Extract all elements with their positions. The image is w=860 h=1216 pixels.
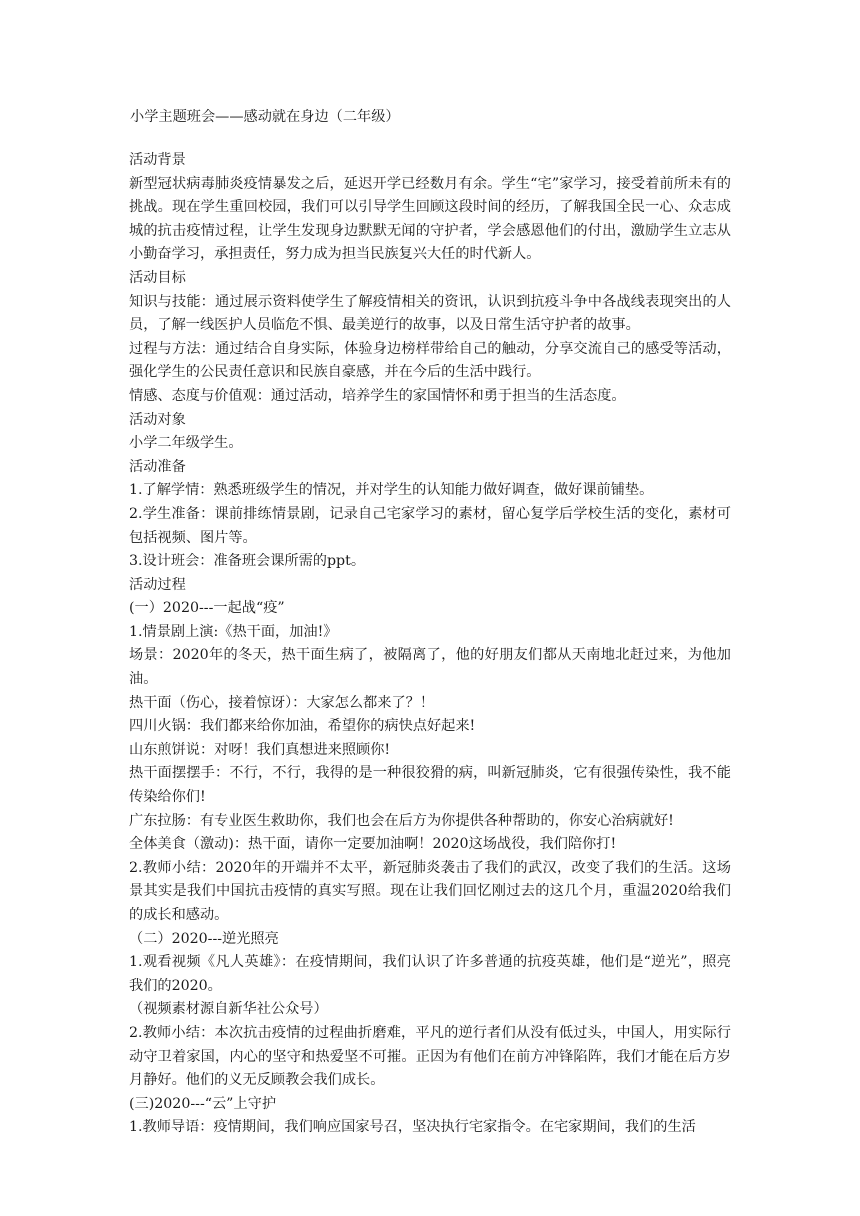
paragraph: 活动目标 [129, 269, 186, 286]
paragraph: 活动准备 [129, 458, 186, 475]
paragraph: 1.观看视频《凡人英雄》：在疫情期间，我们认识了许多普通的抗疫英雄，他们是“逆光”，照亮我们的2020。 [129, 954, 731, 994]
paragraph: 广东拉肠：有专业医生救助你，我们也会在后方为你提供各种帮助的，你安心治病就好! [129, 812, 674, 829]
paragraph: 活动背景 [129, 152, 186, 168]
paragraph: 1.情景剧上演:《热干面，加油!》 [129, 623, 338, 640]
paragraph: 活动过程 [129, 576, 186, 593]
paragraph: 热干面（伤心，接着惊讶）：大家怎么都来了？！ [129, 694, 435, 711]
paragraph: 3.设计班会：准备班会课所需的ppt。 [129, 553, 366, 570]
paragraph: 2.学生准备：课前排练情景剧，记录自己宅家学习的素材，留心复学后学校生活的变化，素材可包括视频、图片等。 [129, 505, 731, 546]
paragraph: 过程与方法：通过结合自身实际，体验身边榜样带给自己的触动，分享交流自己的感受等活动，强化学生的公民责任意识和民族自豪感，并在今后的生活中践行。 [129, 340, 731, 381]
paragraph: 1.教师导语：疫情期间，我们响应国家号召，坚决执行宅家指令。在宅家期间，我们的生活 [129, 1119, 696, 1136]
document-body [129, 149, 731, 1140]
paragraph: 1.了解学情：熟悉班级学生的情况，并对学生的认知能力做好调查，做好课前铺垫。 [129, 482, 654, 499]
paragraph: 活动对象 [129, 411, 186, 428]
paragraph: 全体美食（激动)：热干面，请你一定要加油啊！2020这场战役，我们陪你打! [129, 836, 617, 853]
paragraph: 知识与技能：通过展示资料使学生了解疫情相关的资讯，认识到抗疫斗争中各战线表现突出的人员，了解一线医护人员临危不惧、最美逆行的故事，以及日常生活守护者的故事。 [129, 293, 731, 334]
paragraph: 2.教师小结：2020年的开端并不太平，新冠肺炎袭击了我们的武汉，改变了我们的生活。这场景其实是我们中国抗击疫情的真实写照。现在让我们回忆刚过去的这几个月，重温2020给我们的成长和感动。 [129, 859, 731, 923]
paragraph: （二）2020---逆光照亮 [129, 930, 279, 947]
paragraph: 四川火锅：我们都来给你加油，希望你的病快点好起来! [129, 718, 476, 735]
paragraph: （视频素材源自新华社公众号） [129, 1001, 328, 1018]
paragraph: 小学二年级学生。 [129, 435, 243, 452]
paragraph: 2.教师小结：本次抗击疫情的过程曲折磨难，平凡的逆行者们从没有低过头，中国人，用实际行动守卫着家国，内心的坚守和热爱坚不可摧。正因为有他们在前方冲锋陷阵，我们才能在后方岁月静好。他们的义无反顾教会我们成长。 [129, 1024, 731, 1089]
paragraph: (三)2020---“云”上守护 [129, 1095, 277, 1112]
document-title: 小学主题班会——感动就在身边（二年级） [130, 109, 400, 125]
paragraph: 山东煎饼说：对呀！我们真想进来照顾你! [129, 741, 391, 758]
paragraph: 新型冠状病毒肺炎疫情暴发之后，延迟开学已经数月有余。学生“宅”家学习，接受着前所未有的挑战。现在学生重回校园，我们可以引导学生回顾这段时间的经历，了解我国全民一心、众志成城的抗击疫情过程，让学生发现身边默默无闻的守护者，学会感恩他们的付出，激励学生立志从小勤奋学习，承担责任，努力成为担当民族复兴大任的时代新人。 [129, 175, 731, 263]
paragraph: (一）2020---一起战“疫” [129, 600, 285, 617]
paragraph: 热干面摆摆手：不行，不行，我得的是一种很狡猾的病，叫新冠肺炎，它有很强传染性，我不能传染给你们! [129, 765, 731, 806]
paragraph: 场景：2020年的冬天，热干面生病了，被隔离了，他的好朋友们都从天南地北赶过来，为他加油。 [129, 647, 731, 688]
paragraph: 情感、态度与价值观：通过活动，培养学生的家国情怀和勇于担当的生活态度。 [129, 387, 626, 404]
